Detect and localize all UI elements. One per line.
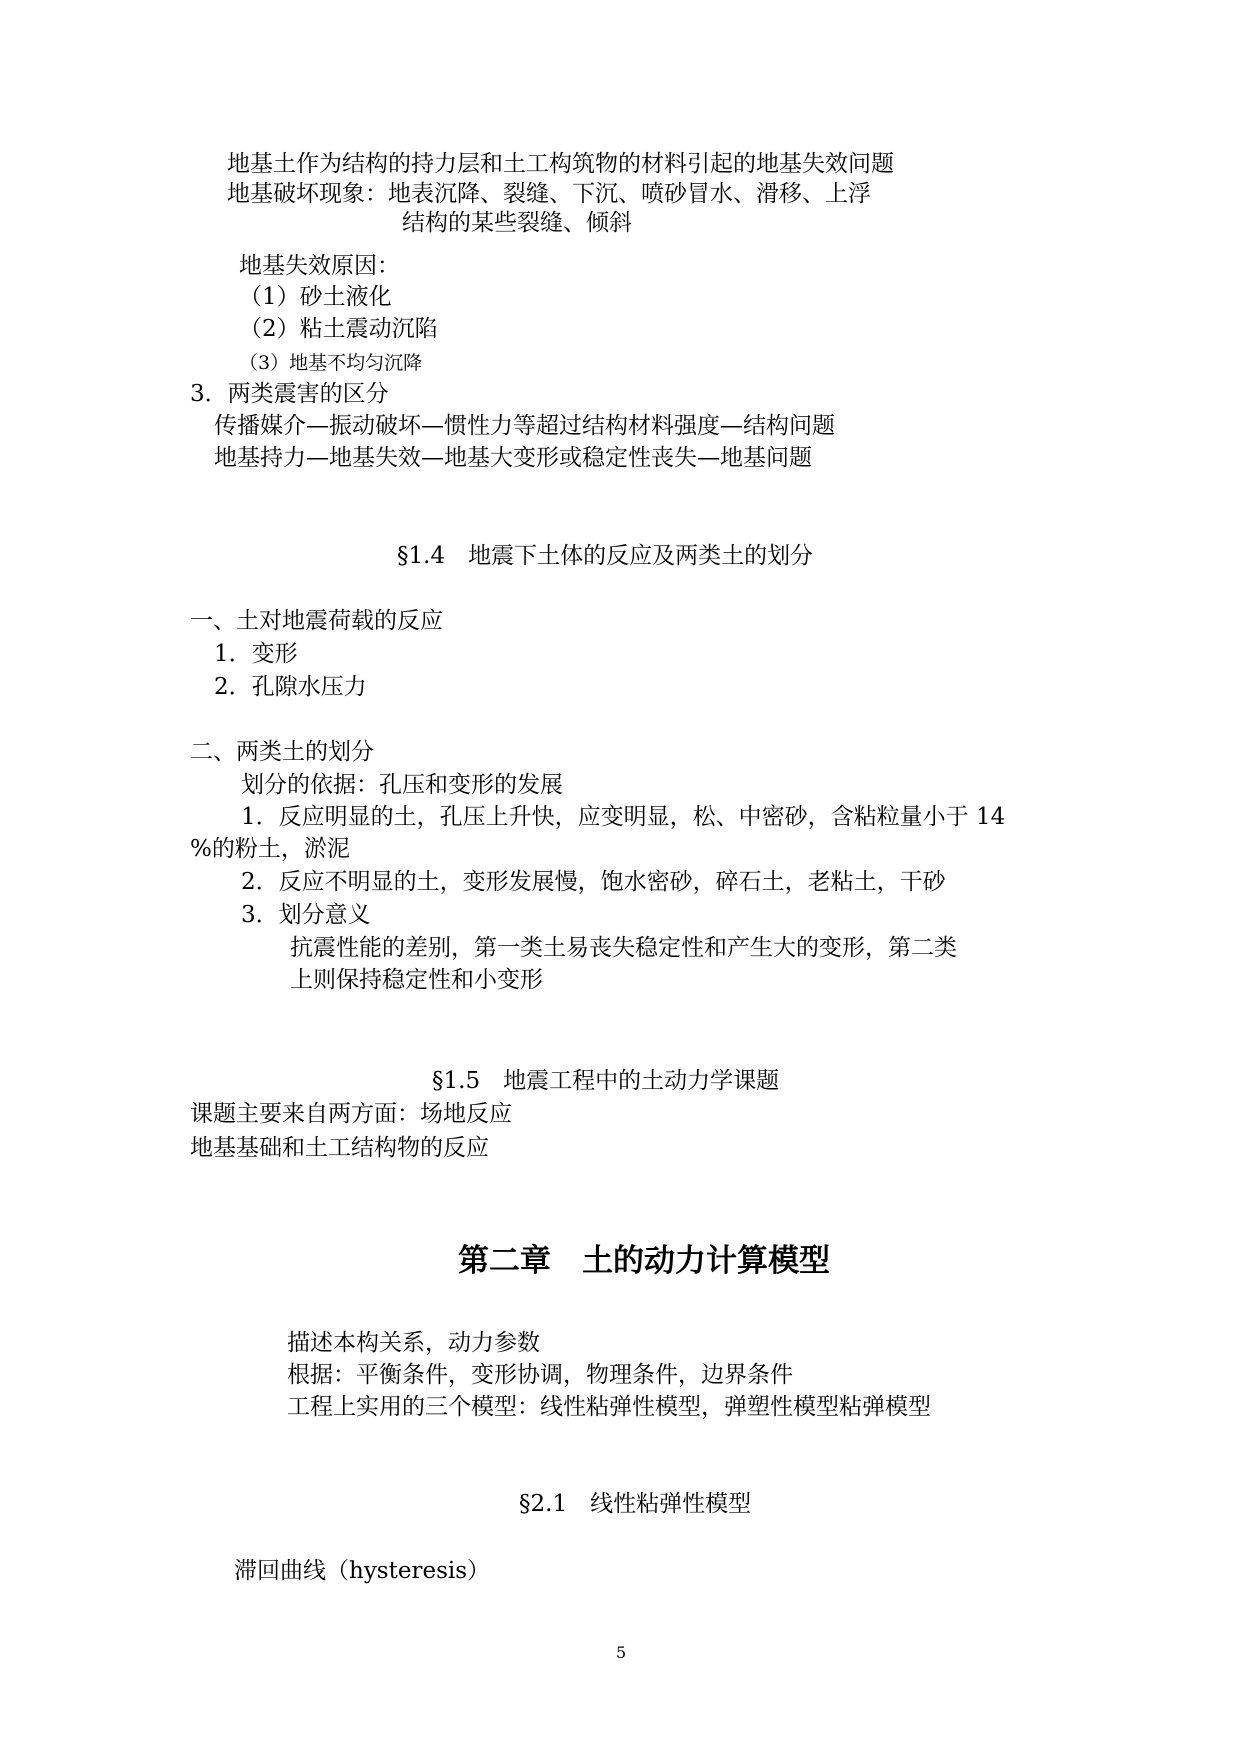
text-line: 传播媒介—振动破坏—惯性力等超过结构材料强度—结构问题 (214, 413, 835, 439)
list-item: （3）地基不均匀沉降 (239, 352, 423, 374)
text-line: 抗震性能的差别，第一类土易丧失稳定性和产生大的变形，第二类 (290, 935, 957, 961)
text-line: 结构的某些裂缝、倾斜 (402, 210, 632, 236)
section-title: §2.1 线性粘弹性模型 (519, 1491, 752, 1517)
list-item: 3．划分意义 (241, 902, 371, 928)
text-line: 划分的依据：孔压和变形的发展 (241, 772, 563, 798)
text-line: 地基失效原因： (239, 253, 400, 279)
chapter-title: 第二章 土的动力计算模型 (458, 1243, 830, 1279)
section-heading: 二、两类土的划分 (190, 739, 374, 765)
text-line: 地基土作为结构的持力层和土工构筑物的材料引起的地基失效问题 (227, 151, 894, 177)
text-line: 地基破坏现象：地表沉降、裂缝、下沉、喷砂冒水、滑移、上浮 (227, 181, 871, 207)
section-title: §1.5 地震工程中的土动力学课题 (432, 1068, 780, 1094)
list-item: 2．孔隙水压力 (214, 674, 367, 700)
section-heading: 一、土对地震荷载的反应 (190, 608, 443, 634)
text-line: %的粉土，淤泥 (190, 836, 350, 862)
text-line: 上则保持稳定性和小变形 (290, 967, 543, 993)
list-item: （1）砂土液化 (239, 284, 392, 310)
list-item: 1．反应明显的土，孔压上升快，应变明显，松、中密砂，含粘粒量小于 14 (241, 804, 1006, 830)
section-heading: 3．两类震害的区分 (190, 381, 389, 407)
text-line: 课题主要来自两方面：场地反应 (190, 1101, 512, 1127)
text-line: 滞回曲线（hysteresis） (234, 1558, 491, 1584)
text-line: 根据：平衡条件，变形协调，物理条件，边界条件 (287, 1362, 793, 1388)
text-line: 地基基础和土工结构物的反应 (190, 1135, 489, 1161)
list-item: （2）粘土震动沉陷 (239, 316, 438, 342)
text-line: 描述本构关系，动力参数 (287, 1330, 540, 1356)
section-title: §1.4 地震下土体的反应及两类土的划分 (397, 543, 814, 569)
text-line: 工程上实用的三个模型：线性粘弹性模型，弹塑性模型粘弹模型 (287, 1394, 931, 1420)
list-item: 1．变形 (214, 641, 298, 667)
list-item: 2．反应不明显的土，变形发展慢，饱水密砂，碎石土，老粘土，干砂 (241, 869, 946, 895)
text-line: 地基持力—地基失效—地基大变形或稳定性丧失—地基问题 (214, 445, 812, 471)
page-number: 5 (616, 1643, 627, 1662)
